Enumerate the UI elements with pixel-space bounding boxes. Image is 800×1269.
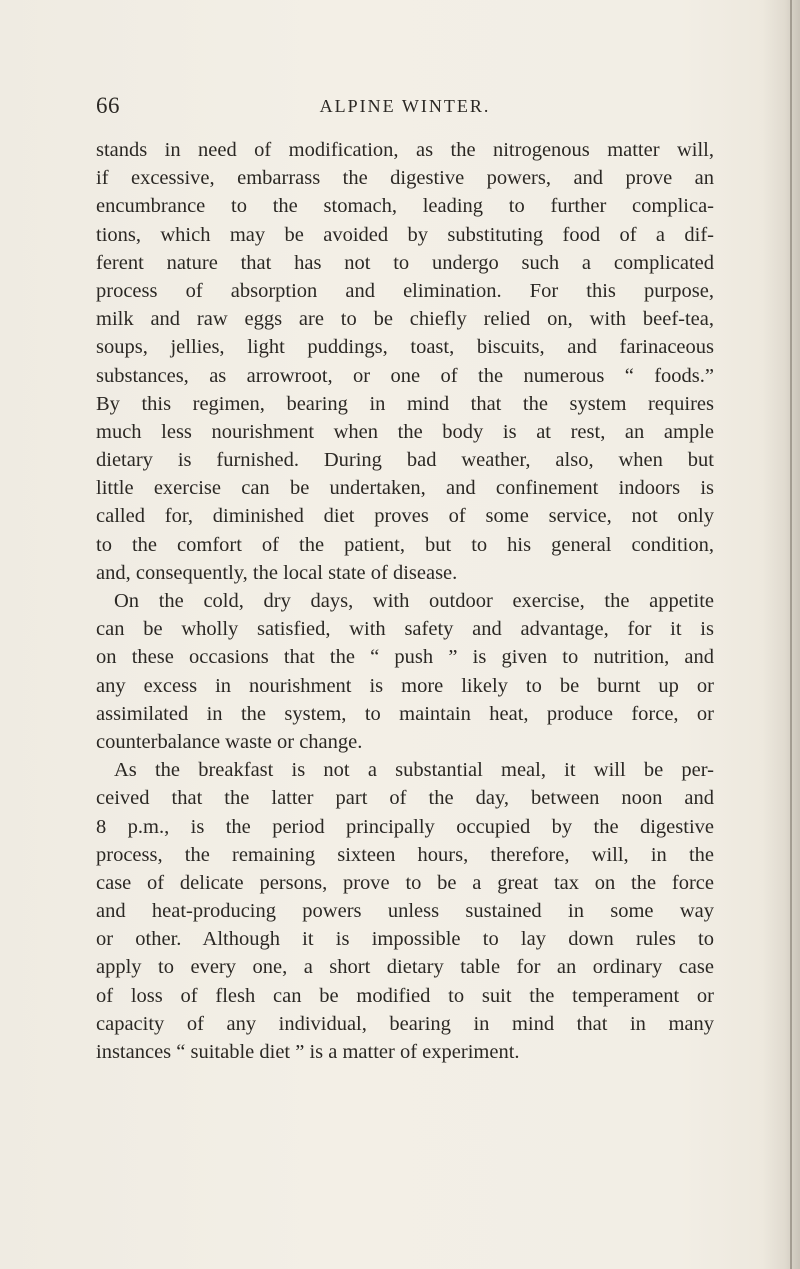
text-line: ceived that the latter part of the day, between noon and	[96, 787, 714, 810]
text-line: substances, as arrowroot, or one of the numerous “ foods.”	[96, 364, 714, 387]
text-line: process, the remaining sixteen hours, therefore, will, in the	[96, 843, 714, 866]
text-line: By this regimen, bearing in mind that the system requires	[96, 392, 714, 415]
text-line: little exercise can be undertaken, and confinement indoors is	[96, 477, 714, 500]
page-edge-line	[790, 0, 792, 1269]
text-line: dietary is furnished. During bad weather, also, when but	[96, 449, 714, 472]
text-line: capacity of any individual, bearing in mind that in many	[96, 1012, 714, 1035]
text-line: of loss of flesh can be modified to suit the temperament or	[96, 984, 714, 1007]
text-line: process of absorption and elimination. For this purpose,	[96, 279, 714, 302]
text-line: 8 p.m., is the period principally occupied by the digestive	[96, 815, 714, 838]
text-line: called for, diminished diet proves of some service, not only	[96, 505, 714, 528]
text-line: case of delicate persons, prove to be a great tax on the force	[96, 871, 714, 894]
body-text	[96, 136, 714, 1066]
text-line: encumbrance to the stomach, leading to further complica-	[96, 195, 714, 218]
text-line: On the cold, dry days, with outdoor exercise, the appetite	[114, 590, 714, 612]
text-line: soups, jellies, light puddings, toast, biscuits, and farinaceous	[96, 336, 714, 359]
text-line: tions, which may be avoided by substituting food of a dif-	[96, 223, 714, 246]
text-line: apply to every one, a short dietary table for an ordinary case	[96, 956, 714, 979]
text-line: much less nourishment when the body is at rest, an ample	[96, 420, 714, 443]
text-line: assimilated in the system, to maintain heat, produce force, or	[96, 702, 714, 725]
text-line: can be wholly satisfied, with safety and advantage, for it is	[96, 618, 714, 641]
text-line: to the comfort of the patient, but to his general condition,	[96, 533, 714, 556]
text-line: on these occasions that the “ push ” is given to nutrition, and	[96, 646, 714, 669]
page-number: 66	[96, 93, 120, 118]
text-line: ferent nature that has not to undergo such a complicated	[96, 251, 714, 274]
text-line: and, consequently, the local state of disease.	[96, 561, 458, 584]
running-head: ALPINE WINTER.	[319, 96, 491, 116]
page-edge-shadow	[762, 0, 800, 1269]
text-line: any excess in nourishment is more likely to be burnt up or	[96, 674, 714, 697]
text-line: instances “ suitable diet ” is a matter of experiment.	[96, 1041, 520, 1063]
text-line: As the breakfast is not a substantial meal, it will be per-	[114, 759, 714, 782]
text-line: milk and raw eggs are to be chiefly relied on, with beef-tea,	[96, 308, 714, 331]
text-line: and heat-producing powers unless sustained in some way	[96, 900, 714, 923]
text-line: stands in need of modification, as the nitrogenous matter will,	[96, 139, 714, 161]
text-line: if excessive, embarrass the digestive powers, and prove an	[96, 167, 714, 190]
text-line: counterbalance waste or change.	[96, 730, 363, 753]
text-line: or other. Although it is impossible to lay down rules to	[96, 928, 714, 951]
page-header	[96, 93, 714, 123]
